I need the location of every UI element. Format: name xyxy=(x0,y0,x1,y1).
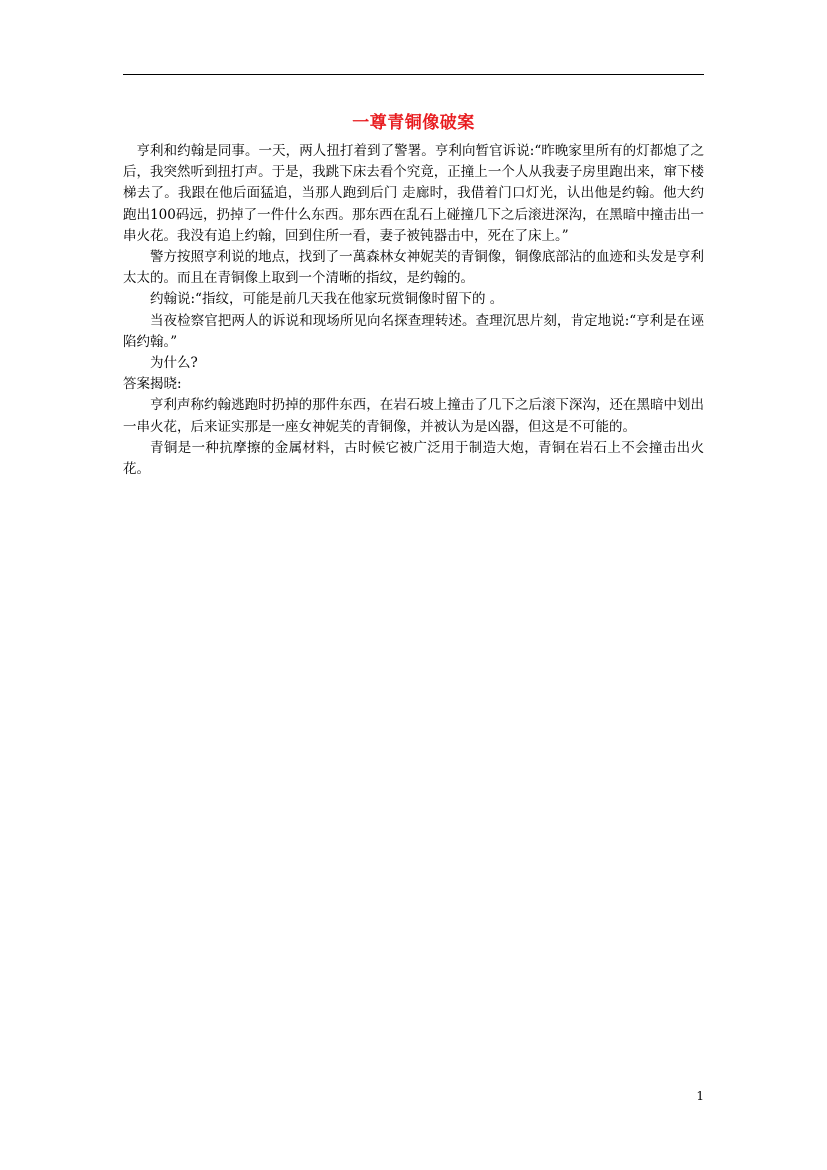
paragraph-john-statement: 约翰说:“指纹，可能是前几天我在他家玩赏铜像时留下的 。 xyxy=(150,291,504,308)
paragraph-detective-conclusion: 当夜检察官把两人的诉说和现场所见向名探查理转述。查理沉思片刻，肯定地说:“亨利是在诬陷约翰。” xyxy=(123,312,704,350)
header-rule xyxy=(123,74,704,75)
paragraph-answer-part-2: 青铜是一种抗摩擦的金属材料，古时候它被广泛用于制造大炮，青铜在岩石上不会撞击出火花。 xyxy=(123,439,704,478)
paragraph-henry-statement: 亨利和约翰是同事。一天，两人扭打着到了警署。亨利向暂官诉说:“昨晚家里所有的灯都熄了之后，我突然听到扭打声。于是，我跳下床去看个究竟，正撞上一个人从我妻子房里跑出来，窜下楼梯去了。我跟在他后面猛追，当那人跑到后门 走廊时，我借着门口灯光，认出他是约翰。他大约跑出100码远，扔掉了一件什么东西。那东西在乱石上碰撞几下之后滚进深沟，在黑暗中撞击出一串火花。我没有追上约翰，回到住所一看，妻子被钝器击中，死在了床上。” xyxy=(123,143,704,244)
page-number: 1 xyxy=(696,1089,704,1103)
paragraph-answer-part-1: 亨利声称约翰逃跑时扔掉的那件东西，在岩石坡上撞击了几下之后滚下深沟，还在黑暗中划出一串火花，后来证实那是一座女神妮芙的青铜像，并被认为是凶器，但这是不可能的。 xyxy=(123,397,704,435)
page-title: 一尊青铜像破案 xyxy=(352,113,475,133)
paragraph-question: 为什么? xyxy=(150,355,198,372)
answer-heading: 答案揭晓: xyxy=(123,376,182,393)
document-body xyxy=(123,141,704,480)
paragraph-police-findings: 警方按照亨利说的地点，找到了一萬森林女神妮芙的青铜像，铜像底部沾的血迹和头发是亨利太太的。而且在青铜像上取到一个清晰的指纹，是约翰的。 xyxy=(123,249,704,287)
